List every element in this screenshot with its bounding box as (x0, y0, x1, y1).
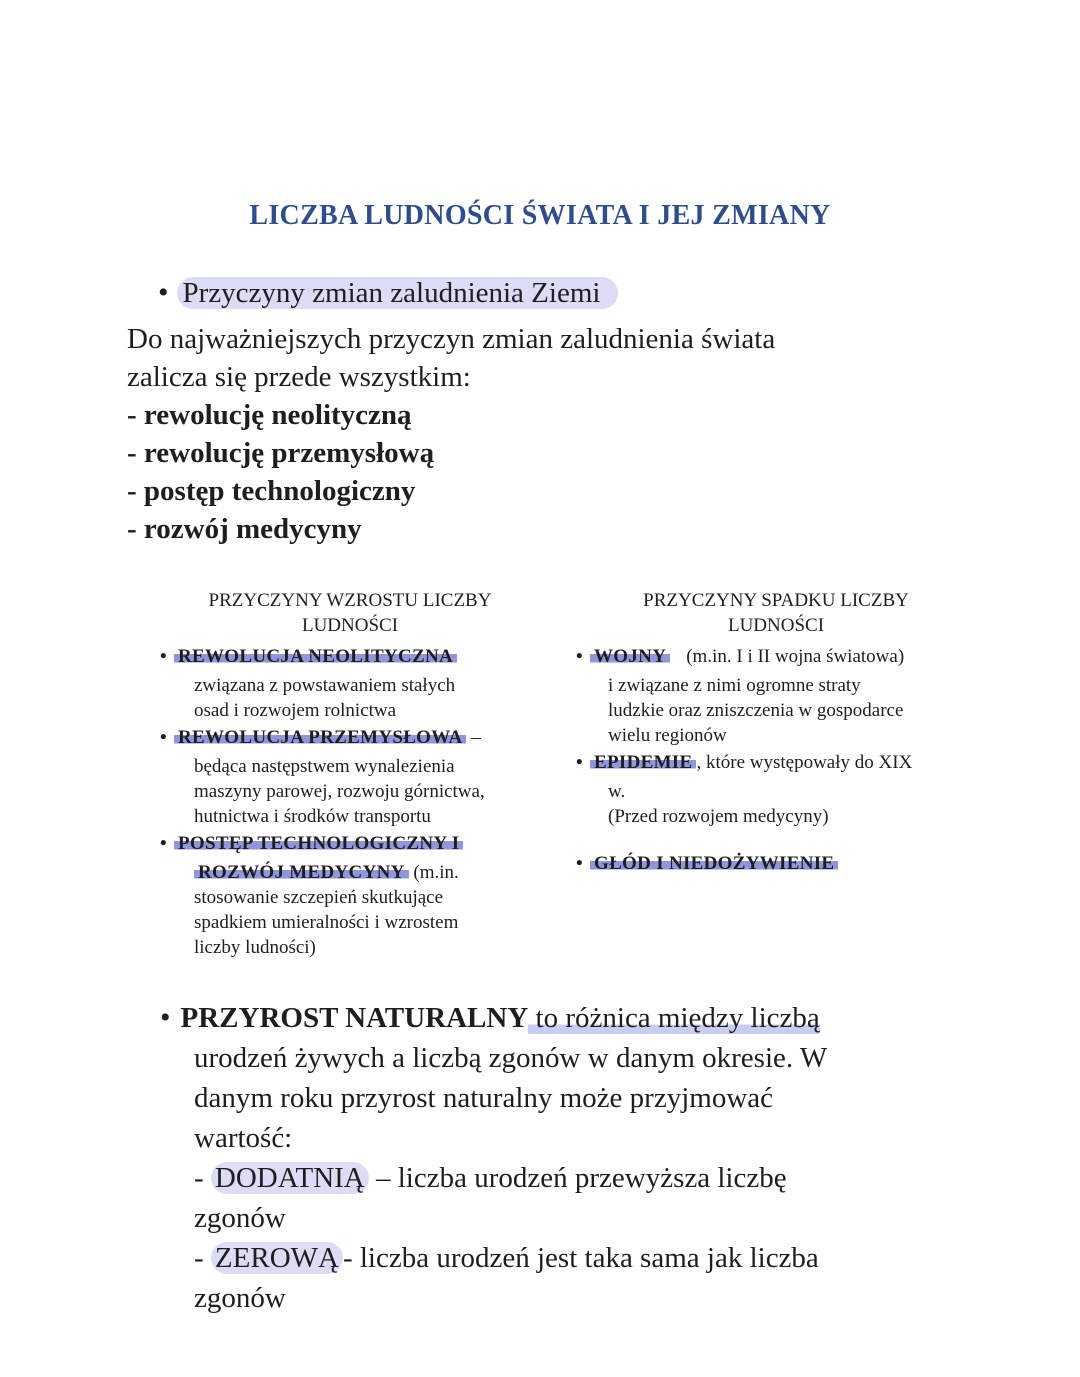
bullet-icon: • (160, 646, 167, 667)
list-item: - rewolucję przemysłową (127, 437, 435, 469)
growth-heading: PRZYCZYNY WZROSTU LICZBY LUDNOŚCI (208, 590, 492, 636)
decline-suffix: , które występowały do XIX (696, 752, 913, 773)
decline-item (576, 851, 976, 876)
decline-item (576, 644, 976, 748)
decline-desc: i związane z nimi ogromne straty ludzkie oraz zniszczenia w gospodarce wielu regionów (608, 675, 904, 746)
bullet-icon: • (576, 853, 583, 874)
decline-key: EPIDEMIE (590, 752, 696, 773)
decline-column (576, 588, 976, 876)
growth-item (160, 725, 540, 829)
decline-key: GŁÓD I NIEDOŻYWIENIE (590, 853, 838, 874)
natural-growth-def-first: to różnica między liczbą (528, 1002, 820, 1034)
natural-growth-term: PRZYROST NATURALNY (180, 1002, 529, 1034)
value-name: DODATNIĄ (211, 1162, 369, 1194)
decline-item (576, 750, 976, 829)
section-heading (158, 276, 618, 310)
growth-desc: związana z powstawaniem stałych osad i rozwojem rolnictwa (194, 675, 456, 721)
list-item: - postęp technologiczny (127, 475, 416, 507)
bullet-icon: • (576, 646, 583, 667)
list-item: - rewolucję neolityczną (127, 399, 412, 431)
page-title: LICZBA LUDNOŚCI ŚWIATA I JEJ ZMIANY (249, 200, 831, 231)
section-heading-text: Przyczyny zmian zaludnienia Ziemi (177, 277, 619, 309)
growth-key: REWOLUCJA PRZEMYSŁOWA (174, 727, 466, 748)
causes-list (127, 396, 927, 548)
decline-suffix: (m.in. I i II wojna światowa) (686, 646, 905, 667)
natural-growth-block (160, 998, 980, 1318)
value-prefix: - (194, 1162, 211, 1194)
growth-desc: będąca następstwem wynalezienia maszyny parowej, rozwoju górnictwa, hutnictwa i środków transportu (194, 756, 485, 827)
value-item (160, 1238, 980, 1318)
value-text: – liczba urodzeń przewyższa liczbę zgonów (194, 1162, 787, 1234)
value-text: - liczba urodzeń jest taka sama jak liczba zgonów (194, 1242, 819, 1314)
decline-desc: w. (Przed rozwojem medycyny) (608, 781, 829, 827)
growth-item (160, 644, 540, 723)
list-item: - rozwój medycyny (127, 513, 362, 545)
bullet-icon: • (576, 752, 583, 773)
value-name: ZEROWĄ (211, 1242, 343, 1274)
bullet-icon: • (160, 727, 167, 748)
growth-key: POSTĘP TECHNOLOGICZNY I (174, 833, 463, 854)
value-item (160, 1158, 980, 1238)
bullet-icon: • (158, 276, 169, 309)
value-prefix: - (194, 1242, 211, 1274)
decline-heading: PRZYCZYNY SPADKU LICZBY LUDNOŚCI (643, 590, 909, 636)
growth-key-cont: ROZWÓJ MEDYCYNY (194, 862, 409, 883)
growth-column (160, 588, 540, 960)
growth-desc: stosowanie szczepień skutkujące spadkiem umieralności i wzrostem liczby ludności) (194, 887, 459, 958)
growth-key: REWOLUCJA NEOLITYCZNA (174, 646, 457, 667)
intro-text: Do najważniejszych przyczyn zmian zaludnienia świata zalicza się przede wszystkim: (127, 323, 776, 393)
bullet-icon: • (160, 833, 167, 854)
growth-suffix: – (466, 727, 481, 748)
growth-suffix: (m.in. (408, 862, 459, 883)
bullet-icon: • (160, 1001, 171, 1034)
intro-block (127, 320, 927, 548)
growth-item (160, 831, 540, 960)
decline-key: WOJNY (590, 646, 670, 667)
natural-growth-def: urodzeń żywych a liczbą zgonów w danym okresie. W danym roku przyrost naturalny może przyjmować wartość: (194, 1042, 828, 1154)
